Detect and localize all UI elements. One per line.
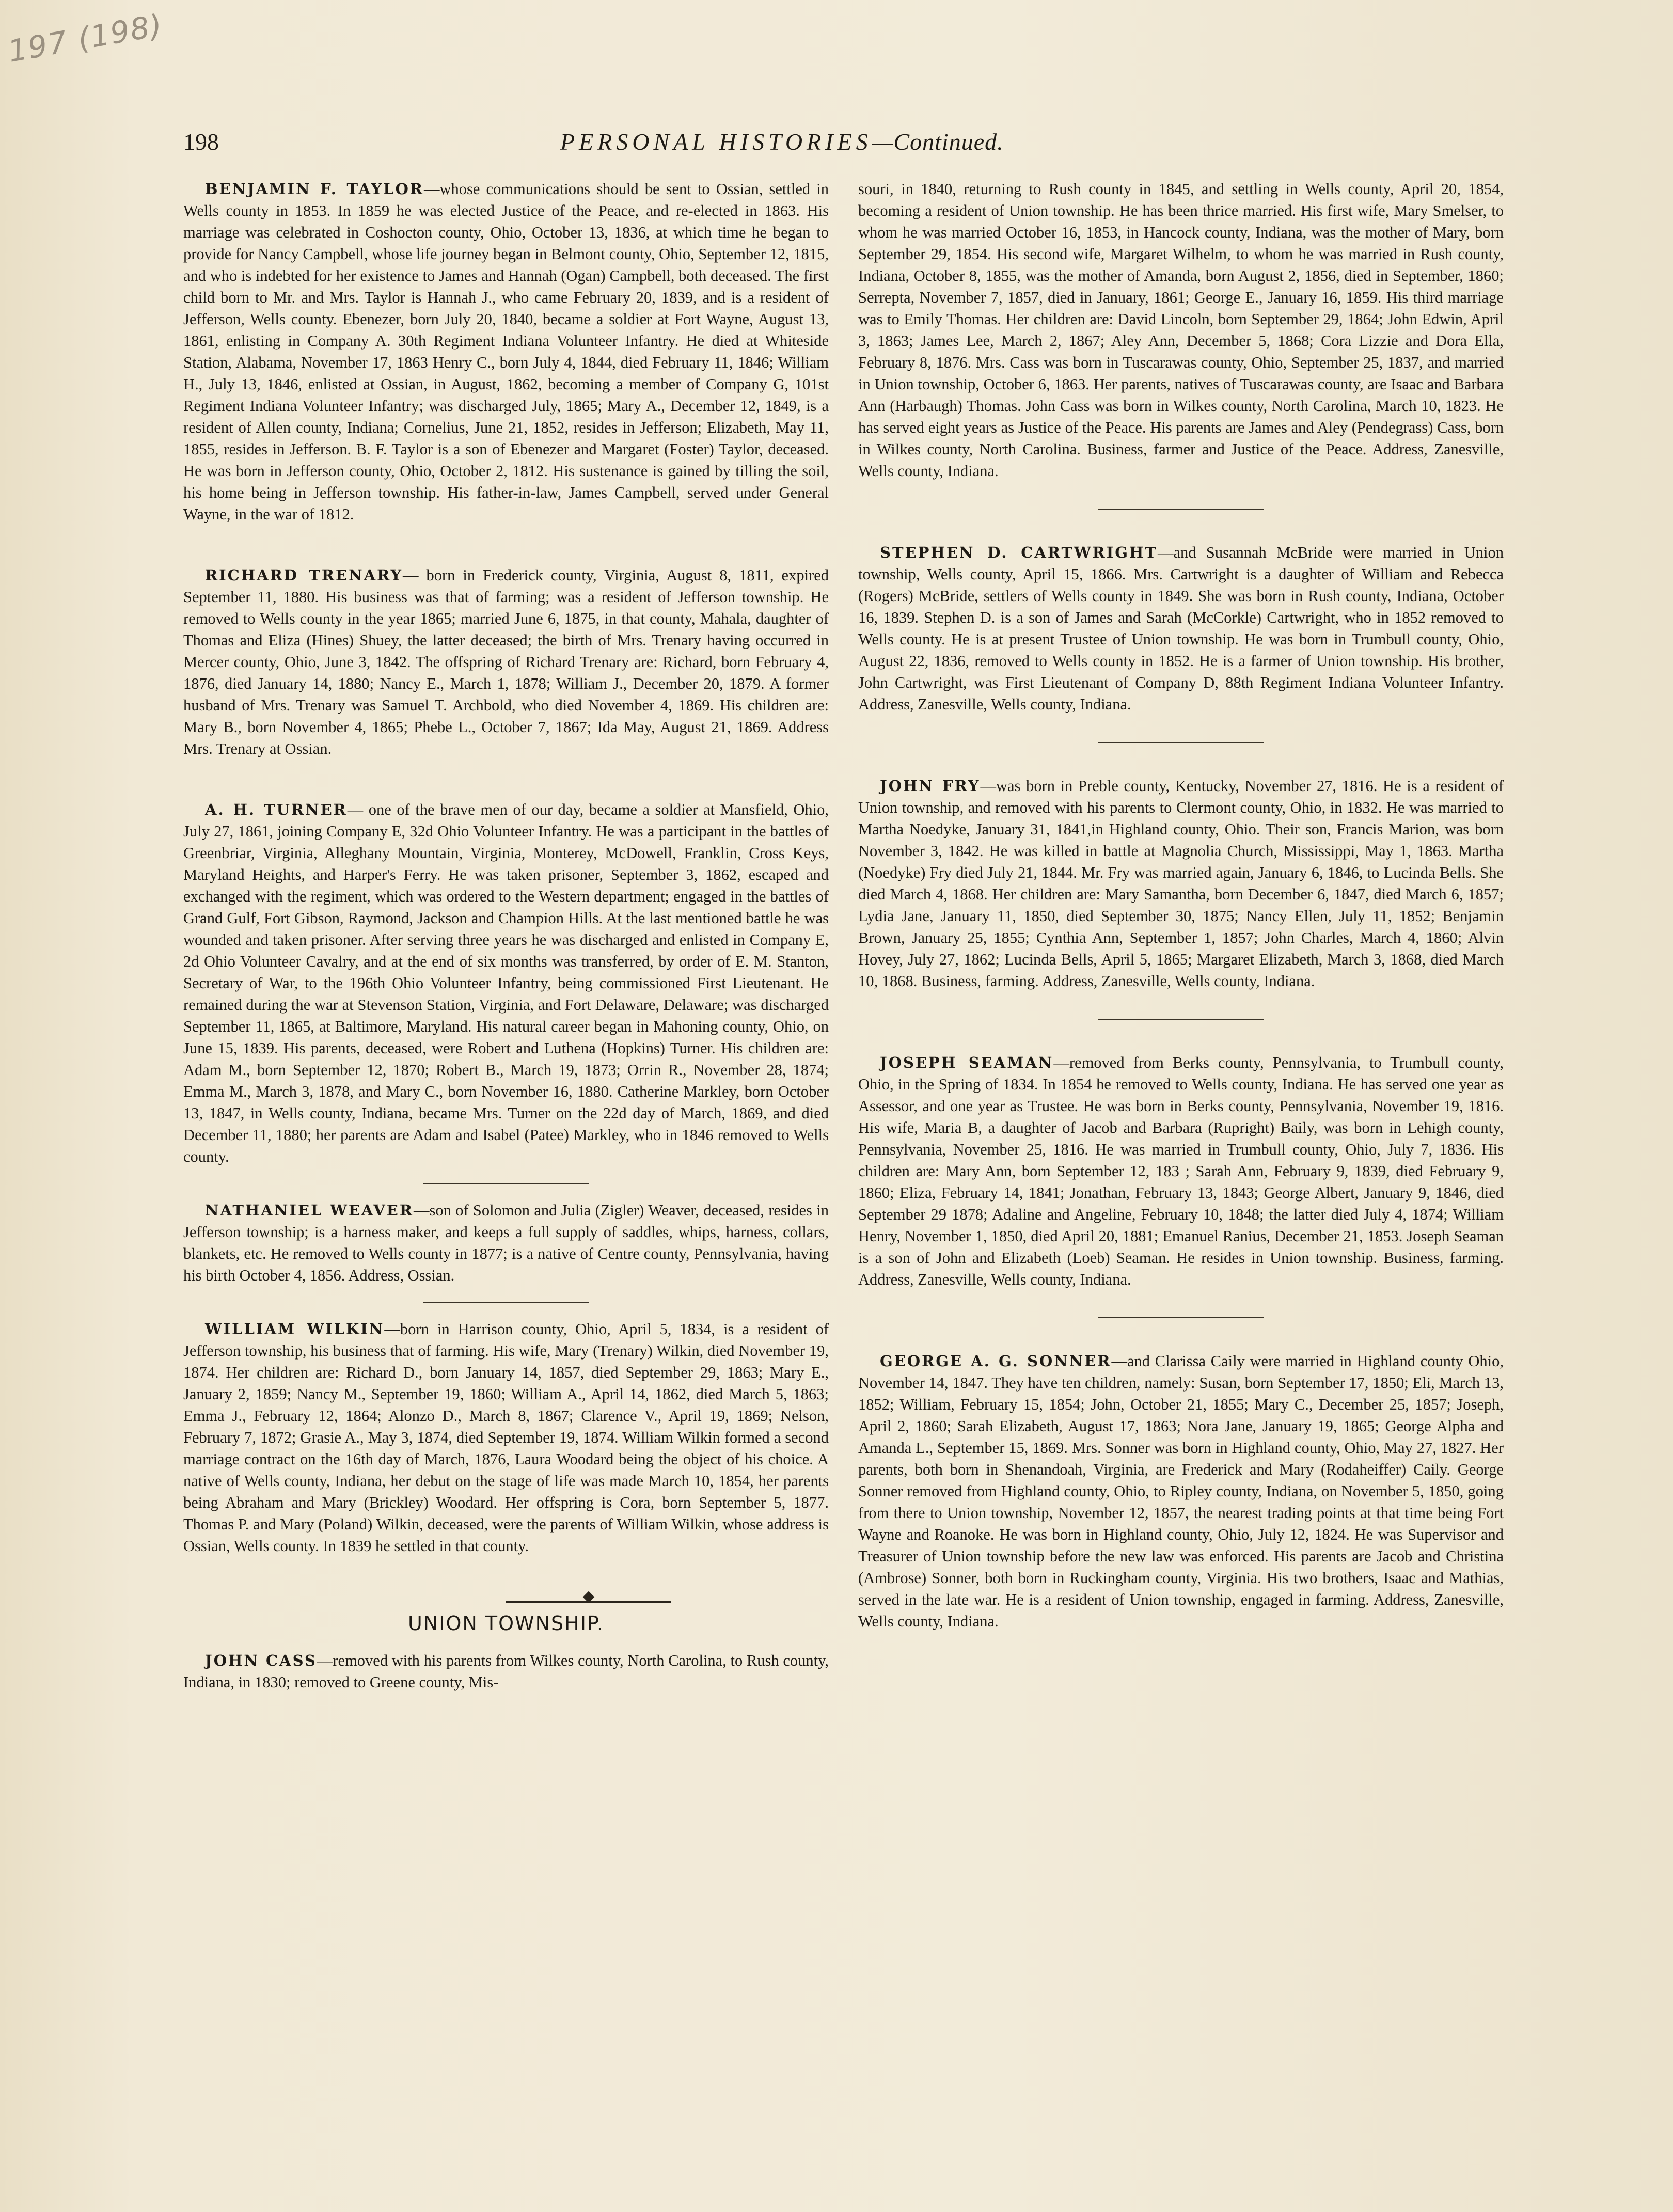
biography-entry: [183, 1650, 829, 1693]
page-number: 198: [183, 129, 219, 155]
section-divider: [1098, 742, 1264, 743]
entry-name: GEORGE A. G. SONNER: [880, 1352, 1112, 1370]
biography-entry: [858, 542, 1504, 715]
section-divider: [1098, 1317, 1264, 1318]
section-heading: UNION TOWNSHIP.: [408, 1612, 604, 1635]
entry-name: RICHARD TRENARY: [205, 566, 403, 584]
entry-name: JOSEPH SEAMAN: [880, 1054, 1054, 1071]
entry-text: souri, in 1840, returning to Rush county in 1845, and settling in Wells county, April 20, 1854, becoming a resident of Union township. He has been thrice married. His first wife, Mary Smelser, to whom he was married October 16, 1853, in Hancock county, Indiana, was the mother of Mary, born September 29, 1854. His second wife, Margaret Wilhelm, to whom he was married in Rush county, Indiana, October 8, 1855, was the mother of Amanda, born August 2, 1856, died in September, 1860; Serrepta, November 7, 1857, died in January, 1861; George E., January 16, 1859. His third marriage was to Emily Thomas. Her children are: David Lincoln, born September 29, 1864; John Edwin, April 3, 1863; James Lee, March 2, 1867; Aley Ann, December 5, 1868; Cora Lizzie and Dora Ella, February 8, 1876. Mrs. Cass was born in Tuscarawas county, Ohio, September 25, 1837, and married in Union township, October 6, 1863. Her parents, natives of Tuscarawas county, are Isaac and Barbara Ann (Harbaugh) Thomas. John Cass was born in Wilkes county, North Carolina, March 10, 1823. He has served eight years as Justice of the Peace. His parents are James and Aley (Pendegrass) Cass, born in Wilkes county, North Carolina. Business, farmer and Justice of the Peace. Address, Zanesville, Wells county, Indiana.: [858, 180, 1504, 480]
biography-entry: [183, 799, 829, 1167]
biography-entry: [183, 178, 829, 525]
ornament-divider: [183, 1582, 829, 1597]
section-divider: [1098, 1019, 1264, 1020]
entry-text: —son of Solomon and Julia (Zigler) Weaver, deceased, resides in Jefferson township; is a harness maker, and keeps a full supply of saddles, whips, harness, collars, blankets, etc. He removed to Wells county in 1877; is a native of Centre county, Pennsylvania, having his birth October 4, 1856. Address, Ossian.: [183, 1202, 829, 1284]
page-header: [183, 128, 1518, 169]
entry-text: —removed with his parents from Wilkes county, North Carolina, to Rush county, Indiana, in 1830; removed to Greene county, Mis-: [183, 1652, 829, 1691]
entry-text: —removed from Berks county, Pennsylvania, to Trumbull county, Ohio, in the Spring of 1834. In 1854 he removed to Wells county, Indiana. He has served one year as Assessor, and one year as Trustee. He was born in Berks county, Pennsylvania, November 19, 1816. His wife, Maria B, a daughter of Jacob and Barbara (Rupright) Baily, was born in Lehigh county, Pennsylvania, November 25, 1816. He was married in Trumbull county, Ohio, July 7, 1836. His children are: Mary Ann, born September 12, 183 ; Sarah Ann, February 9, 1839, died February 9, 1860; Eliza, February 14, 1841; Jonathan, February 13, 1843; George Albert, January 9, 1846, died September 29 1878; Adaline and Angeline, February 10, 1848; the latter died July 4, 1874; William Henry, November 1, 1850, died April 20, 1881; Emanuel Ranius, December 21, 1853. Joseph Seaman is a son of John and Elizabeth (Loeb) Seaman. He resides in Union township. Business, farming. Address, Zanesville, Wells county, Indiana.: [858, 1054, 1504, 1288]
entry-name: JOHN CASS: [205, 1652, 317, 1669]
biography-entry: [183, 564, 829, 760]
section-divider: [423, 1183, 589, 1184]
entry-name: A. H. TURNER: [205, 801, 348, 818]
entry-text: — one of the brave men of our day, became a soldier at Mansfield, Ohio, July 27, 1861, joining Company E, 32d Ohio Volunteer Infantry. He was a participant in the battles of Greenbriar, Virginia, Alleghany Mountain, Virginia, Monterey, McDowell, Franklin, Cross Keys, Maryland Heights, and Harper's Ferry. He was taken prisoner, September 3, 1862, escaped and exchanged with the regiment, which was ordered to the Western department; engaged in the battles of Grand Gulf, Fort Gibson, Raymond, Jackson and Champion Hills. At the last mentioned battle he was wounded and taken prisoner. After serving three years he was discharged and enlisted in Company E, 2d Ohio Volunteer Cavalry, and at the end of six months was transferred, by order of E. M. Stanton, Secretary of War, to the 196th Ohio Volunteer Infantry, being commissioned First Lieutenant. He remained during the war at Stevenson Station, Virginia, and Fort Delaware, Delaware; was discharged September 11, 1865, at Baltimore, Maryland. His natural career began in Mahoning county, Ohio, on June 15, 1839. His parents, deceased, were Robert and Luthena (Hopkins) Turner. His children are: Adam M., born September 12, 1870; Robert B., March 19, 1873; Orrin R., November 28, 1874; Emma M., March 3, 1878, and Mary C., born November 16, 1880. Catherine Markley, born October 13, 1847, in Wells county, Indiana, became Mrs. Turner on the 22d day of March, 1869, and died December 11, 1880; her parents are Adam and Isabel (Patee) Markley, who in 1846 removed to Wells county.: [183, 801, 829, 1165]
entry-name: JOHN FRY: [880, 777, 981, 795]
entry-name: STEPHEN D. CARTWRIGHT: [880, 544, 1158, 561]
section-divider: [1098, 509, 1264, 510]
entry-name: BENJAMIN F. TAYLOR: [205, 180, 424, 198]
biography-entry: [858, 1052, 1504, 1290]
running-title-continued: —Continued.: [872, 129, 1004, 155]
entry-text: — born in Frederick county, Virginia, August 8, 1811, expired September 11, 1880. His business was that of farming; was a resident of Jefferson township. He removed to Wells county in the year 1865; married June 6, 1875, in that county, Mahala, daughter of Thomas and Eliza (Hines) Shuey, the latter deceased; the birth of Mrs. Trenary having occurred in Mercer county, Ohio, June 3, 1842. The offspring of Richard Trenary are: Richard, born February 4, 1876, died January 14, 1880; Nancy E., March 1, 1878; William J., December 20, 1879. A former husband of Mrs. Trenary was Samuel T. Archbold, who died November 4, 1869. His children are: Mary B., born November 4, 1865; Phebe L., October 7, 1867; Ida May, August 21, 1869. Address Mrs. Trenary at Ossian.: [183, 566, 829, 757]
biography-entry: [183, 1318, 829, 1557]
pencil-annotation: 197 (198): [5, 7, 166, 69]
running-title: [560, 128, 1004, 155]
biography-entry-continued: [858, 178, 1504, 482]
section-divider: [423, 1302, 589, 1303]
biography-entry: [183, 1199, 829, 1286]
right-column: [858, 178, 1504, 1632]
entry-name: NATHANIEL WEAVER: [205, 1202, 414, 1219]
entry-text: —and Susannah McBride were married in Union township, Wells county, April 15, 1866. Mrs. Cartwright is a daughter of William and Rebecca (Rogers) McBride, settlers of Wells county in 1849. She was born in Rush county, Indiana, October 16, 1839. Stephen D. is a son of James and Sarah (McCorkle) Cartwright, who in 1852 removed to Wells county. He is at present Trustee of Union township. He was born in Trumbull county, Ohio, August 22, 1836, removed to Wells county in 1852. He is a farmer of Union township. His brother, John Cartwright, was First Lieutenant of Company D, 88th Regiment Indiana Volunteer Infantry. Address, Zanesville, Wells county, Indiana.: [858, 544, 1504, 713]
biography-entry: [858, 775, 1504, 992]
entry-text: —was born in Preble county, Kentucky, November 27, 1816. He is a resident of Union township, and removed with his parents to Clermont county, Ohio, in 1832. He was married to Martha Noedyke, January 31, 1841,in Highland county, Ohio. Their son, Francis Marion, was born November 3, 1842. He was killed in battle at Magnolia Church, Mississippi, May 1, 1863. Martha (Noedyke) Fry died July 21, 1844. Mr. Fry was married again, January 6, 1846, to Lucinda Bells. She died March 4, 1868. Her children are: Mary Samantha, born December 6, 1847, died March 6, 1857; Lydia Jane, January 11, 1850, died September 30, 1875; Nancy Ellen, July 11, 1852; Benjamin Brown, January 25, 1855; Cynthia Ann, September 1, 1857; John Charles, March 4, 1860; Alvin Hovey, July 27, 1862; Lucinda Bells, April 5, 1865; Margaret Elizabeth, March 3, 1868, died March 10, 1868. Business, farming. Address, Zanesville, Wells county, Indiana.: [858, 777, 1504, 990]
entry-text: —and Clarissa Caily were married in Highland county Ohio, November 14, 1847. They have ten children, namely: Susan, born September 17, 1850; Eli, March 13, 1852; William, February 15, 1854; John, October 21, 1855; Mary C., December 25, 1857; Joseph, April 2, 1860; Sarah Elizabeth, August 17, 1863; Nora Jane, January 19, 1865; George Alpha and Amanda L., September 15, 1869. Mrs. Sonner was born in Highland county, Ohio, May 27, 1827. Her parents, both born in Shenandoah, Virginia, are Frederick and Mary (Rodaheiffer) Caily. George Sonner removed from Highland county, Ohio, to Ripley county, Indiana, on November 5, 1850, going from there to Union township, November 12, 1857, the nearest trading points at that time being Fort Wayne and Roanoke. He was born in Highland county, Ohio, July 12, 1824. He was Supervisor and Treasurer of Union township before the new law was enforced. His parents are Jacob and Christina (Ambrose) Sonner, both born in Ruckingham county, Virginia. His two brothers, Isaac and Mathias, served in the late war. He is a resident of Union township, engaged in farming. Address, Zanesville, Wells county, Indiana.: [858, 1352, 1504, 1630]
running-title-main: PERSONAL HISTORIES: [560, 129, 872, 155]
left-column: [183, 178, 829, 1693]
biography-entry: [858, 1350, 1504, 1632]
entry-text: —born in Harrison county, Ohio, April 5, 1834, is a resident of Jefferson township, his business that of farming. His wife, Mary (Trenary) Wilkin, died November 19, 1874. Her children are: Richard D., born January 14, 1857, died September 29, 1863; Mary E., January 2, 1859; Nancy M., September 19, 1860; William A., April 14, 1862, died March 5, 1863; Emma J., February 12, 1864; Alonzo D., March 8, 1867; Clarence V., April 19, 1869; Nelson, February 7, 1872; Grasie A., May 3, 1874, died September 19, 1874. William Wilkin formed a second marriage contract on the 16th day of March, 1876, Laura Woodard being the object of his choice. A native of Wells county, Indiana, her debut on the stage of life was made March 10, 1854, her parents being Abraham and Mary (Brickley) Woodard. Her offspring is Cora, born September 5, 1877. Thomas P. and Mary (Poland) Wilkin, deceased, were the parents of William Wilkin, whose address is Ossian, Wells county. In 1839 he settled in that county.: [183, 1320, 829, 1555]
entry-text: —whose communications should be sent to Ossian, settled in Wells county in 1853. In 1859 he was elected Justice of the Peace, and re-elected in 1863. His marriage was celebrated in Coshocton county, Ohio, October 13, 1836, at which time he began to provide for Nancy Campbell, whose life journey began in Belmont county, Ohio, September 12, 1815, and who is indebted for her existence to James and Hannah (Ogan) Campbell, both deceased. The first child born to Mr. and Mrs. Taylor is Hannah J., who came February 20, 1839, and is a resident of Jefferson, Wells county. Ebenezer, born July 20, 1840, became a soldier at Fort Wayne, August 13, 1861, enlisting in Company A. 30th Regiment Indiana Volunteer Infantry. He died at Whiteside Station, Alabama, November 17, 1863 Henry C., born July 4, 1844, died February 11, 1846; William H., July 13, 1846, enlisted at Ossian, in August, 1862, becoming a member of Company G, 101st Regiment Indiana Volunteer Infantry; was discharged July, 1865; Mary A., December 12, 1849, is a resident of Allen county, Indiana; Cornelius, June 21, 1852, resides in Jefferson; Elizabeth, May 11, 1855, resides in Jefferson. B. F. Taylor is a son of Ebenezer and Margaret (Foster) Taylor, deceased. He was born in Jefferson county, Ohio, October 2, 1812. His sustenance is gained by tilling the soil, his home being in Jefferson township. His father-in-law, James Campbell, served under General Wayne, in the war of 1812.: [183, 180, 829, 523]
entry-name: WILLIAM WILKIN: [205, 1320, 385, 1338]
